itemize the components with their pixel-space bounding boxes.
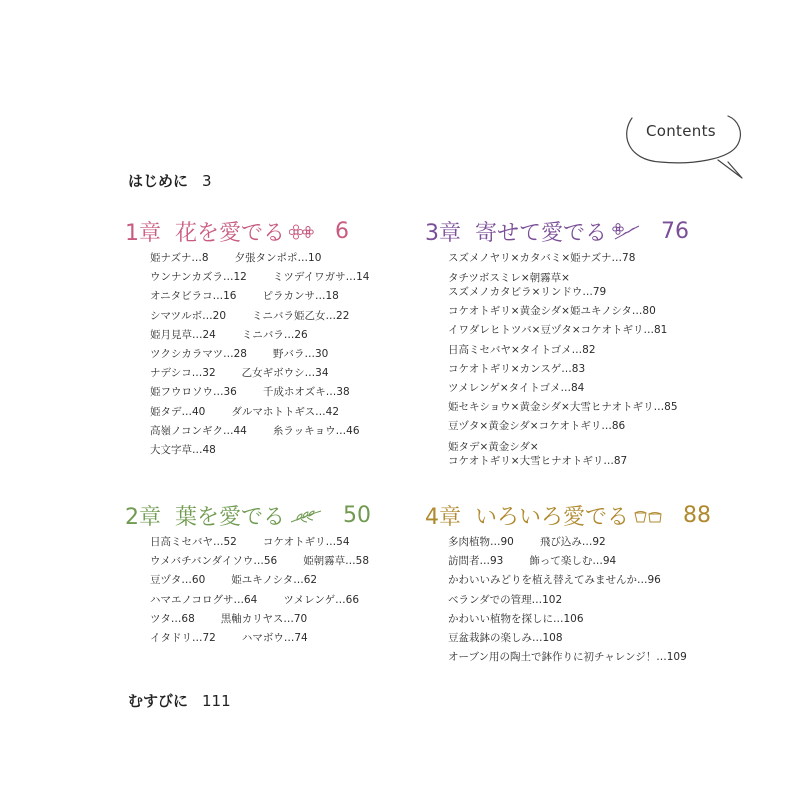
list-item <box>150 422 369 441</box>
entry[interactable]: ツメレンゲ…66 <box>283 593 360 606</box>
list-item <box>150 591 369 610</box>
list-item <box>150 268 369 287</box>
entry[interactable]: コケオトギリ×黄金シダ×姫ユキノシタ…80 <box>448 305 656 318</box>
chapter-title: 花を愛でる <box>175 221 286 246</box>
entry[interactable]: 姫朝霧草…58 <box>303 555 370 568</box>
list-item <box>448 360 678 379</box>
entry[interactable]: 豆盆栽鉢の楽しみ…108 <box>448 632 563 645</box>
list-item <box>448 249 678 268</box>
entry[interactable]: 飛び込み…92 <box>539 536 606 548</box>
list-item <box>150 571 369 590</box>
chapter-title: 寄せて愛でる <box>475 221 608 246</box>
chapter-number: 3章 <box>425 221 461 246</box>
entry[interactable]: ウンナンカズラ…12 <box>150 271 247 284</box>
chapter-3-heading[interactable] <box>425 216 689 247</box>
entry[interactable]: オニタビラコ…16 <box>150 290 237 303</box>
entry[interactable]: イワダレヒトツバ×豆ヅタ×コケオトギリ…81 <box>448 324 668 337</box>
entry[interactable]: 豆ヅタ×黄金シダ×コケオトギリ…86 <box>448 420 626 433</box>
chapter-title: いろいろ愛でる <box>475 505 630 530</box>
chapter-page: 50 <box>343 503 372 528</box>
list-item <box>150 610 369 629</box>
entry[interactable]: ダルマホトトギス…42 <box>231 405 340 418</box>
chapter-1-list <box>150 249 369 460</box>
list-item <box>448 271 678 285</box>
list-item <box>150 345 369 364</box>
contents-bubble-outline <box>620 100 760 180</box>
entry[interactable]: スズメノヤリ×カタバミ×姫ナズナ…78 <box>448 252 636 264</box>
list-item <box>150 364 369 383</box>
list-item <box>448 533 687 552</box>
entry[interactable]: 豆ヅタ…60 <box>150 574 206 587</box>
list-item <box>448 591 687 610</box>
entry[interactable]: スズメノカタビラ×リンドウ…79 <box>448 286 607 299</box>
entry[interactable]: かわいいみどりを植え替えてみませんか…96 <box>448 574 661 587</box>
chapter-number: 4章 <box>425 505 461 530</box>
list-item <box>150 307 369 326</box>
entry[interactable]: 日高ミセバヤ×タイトゴメ…82 <box>448 343 596 356</box>
entry[interactable]: 姫タデ…40 <box>150 405 206 418</box>
flower-icon <box>289 224 315 240</box>
intro-title: はじめに <box>128 172 189 190</box>
entry[interactable]: ツクシカラマツ…28 <box>150 348 247 361</box>
entry[interactable]: 乙女ギボウシ…34 <box>241 367 329 380</box>
chapter-page: 76 <box>661 219 690 244</box>
entry[interactable]: タチツボスミレ×朝霧草× <box>448 272 570 285</box>
list-item <box>448 285 678 299</box>
entry[interactable]: 野バラ…30 <box>272 348 329 361</box>
list-item <box>150 249 369 268</box>
chapter-number: 1章 <box>125 221 161 246</box>
outro-page: 111 <box>202 692 231 710</box>
chapter-2-heading[interactable] <box>125 500 371 531</box>
list-item <box>448 440 678 454</box>
list-item <box>448 321 678 340</box>
list-item <box>150 403 369 422</box>
intro-page: 3 <box>202 172 212 190</box>
list-item <box>150 533 369 552</box>
list-item <box>448 610 687 629</box>
entry[interactable]: 多肉植物…90 <box>448 536 514 548</box>
entry[interactable]: ツタ…68 <box>150 612 195 625</box>
entry[interactable]: ミニバラ…26 <box>241 328 308 341</box>
list-item <box>150 552 369 571</box>
entry[interactable]: 夕張タンポポ…10 <box>234 252 322 264</box>
entry[interactable]: 高嶺ノコンギク…44 <box>150 424 247 437</box>
list-item <box>150 629 369 648</box>
contents-label: Contents <box>646 122 716 140</box>
entry[interactable]: 日高ミセバヤ…52 <box>150 536 237 548</box>
list-item <box>448 302 678 321</box>
chapter-title: 葉を愛でる <box>175 505 286 530</box>
list-item <box>150 287 369 306</box>
pots-icon <box>633 508 663 524</box>
list-item <box>448 379 678 398</box>
entry[interactable]: ウメバチバンダイソウ…56 <box>150 555 278 568</box>
chapter-4-heading[interactable] <box>425 500 711 531</box>
list-item <box>448 398 678 417</box>
flower-and-sprig-icon <box>611 223 641 241</box>
list-item <box>448 341 678 360</box>
entry[interactable]: 訪問者…93 <box>448 555 504 568</box>
toc-outro[interactable] <box>128 690 231 711</box>
list-item <box>448 648 687 667</box>
entry[interactable]: ナデシコ…32 <box>150 367 216 380</box>
entry[interactable]: 千成ホオズキ…38 <box>262 386 350 399</box>
list-item <box>150 326 369 345</box>
entry[interactable]: かわいい植物を探しに…106 <box>448 612 584 625</box>
chapter-number: 2章 <box>125 505 161 530</box>
entry[interactable]: オーブン用の陶土で鉢作りに初チャレンジ！…109 <box>448 651 687 664</box>
chapter-page: 88 <box>683 503 712 528</box>
list-item <box>150 383 369 402</box>
entry[interactable]: ツメレンゲ×タイトゴメ…84 <box>448 382 585 395</box>
chapter-3-list <box>448 249 678 468</box>
entry[interactable]: ハマエノコログサ…64 <box>150 593 258 606</box>
entry[interactable]: 姫タデ×黄金シダ× <box>448 440 539 453</box>
list-item <box>448 454 678 468</box>
entry[interactable]: 姫セキショウ×黄金シダ×大雪ヒナオトギリ…85 <box>448 401 678 414</box>
list-item <box>150 441 369 460</box>
list-item <box>448 629 687 648</box>
entry[interactable]: ハマボウ…74 <box>241 632 308 645</box>
entry[interactable]: 飾って楽しむ…94 <box>529 555 617 568</box>
entry[interactable]: ピラカンサ…18 <box>262 290 339 303</box>
list-item <box>448 571 687 590</box>
entry[interactable]: コケオトギリ…54 <box>262 536 350 548</box>
entry[interactable]: 姫月見草…24 <box>150 328 216 341</box>
entry[interactable]: イタドリ…72 <box>150 632 216 645</box>
entry[interactable]: 姫フウロソウ…36 <box>150 386 237 399</box>
entry[interactable]: 姫ユキノシタ…62 <box>231 574 318 587</box>
chapter-1-heading[interactable] <box>125 216 349 247</box>
list-item <box>448 417 678 436</box>
entry[interactable]: ベランダでの管理…102 <box>448 593 563 606</box>
chapter-2-list <box>150 533 369 648</box>
chapter-page: 6 <box>335 219 350 244</box>
entry[interactable]: ミツデイワガサ…14 <box>272 271 370 284</box>
entry[interactable]: ミニバラ姫乙女…22 <box>252 309 350 322</box>
entry[interactable]: 大文字草…48 <box>150 444 216 457</box>
toc-intro[interactable] <box>128 170 212 191</box>
chapter-4-list <box>448 533 687 667</box>
leaf-sprig-icon <box>289 508 323 524</box>
entry[interactable]: シマツルボ…20 <box>150 309 227 322</box>
entry[interactable]: 姫ナズナ…8 <box>150 252 209 264</box>
list-item <box>448 552 687 571</box>
entry[interactable]: コケオトギリ×カンスゲ…83 <box>448 362 586 375</box>
outro-title: むすびに <box>128 692 189 710</box>
entry[interactable]: 糸ラッキョウ…46 <box>272 424 360 437</box>
entry[interactable]: 黒軸カリヤス…70 <box>220 612 308 625</box>
entry[interactable]: コケオトギリ×大雪ヒナオトギリ…87 <box>448 454 628 467</box>
